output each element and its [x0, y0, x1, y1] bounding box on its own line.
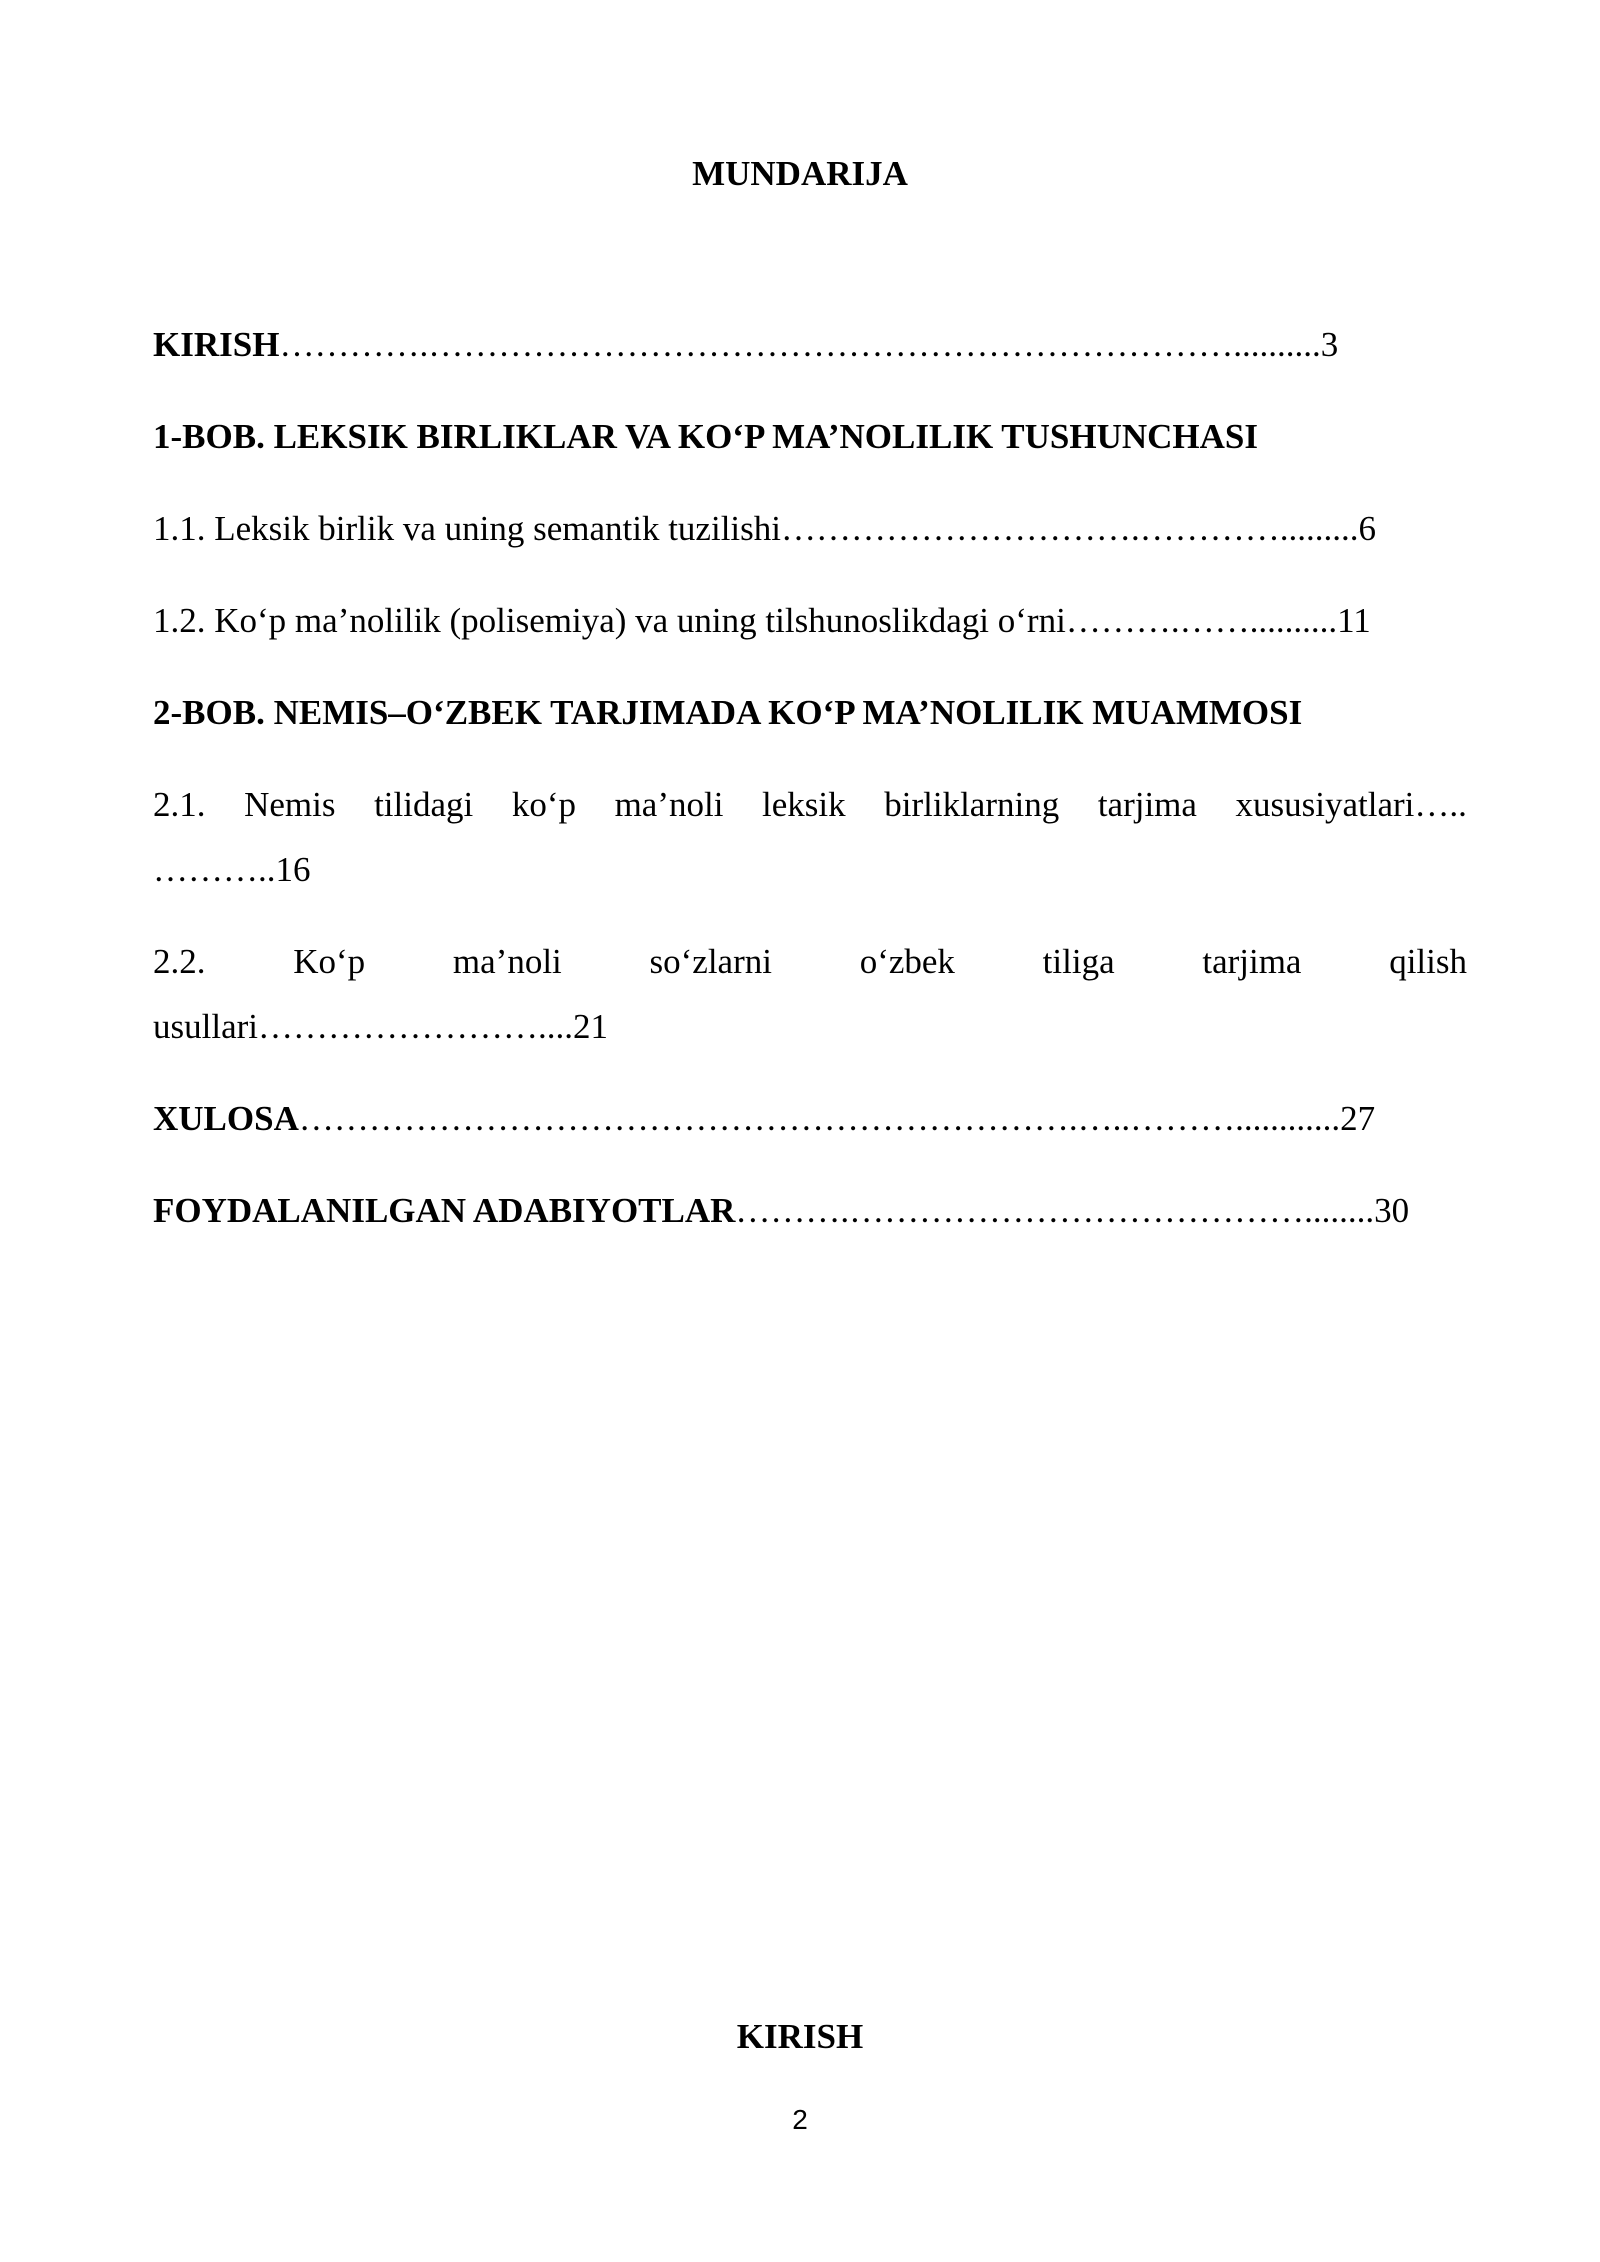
toc-word: ma’noli	[452, 942, 562, 981]
toc-word: Nemis	[244, 785, 336, 824]
toc-entry-continuation: usullari……………………....21	[153, 1007, 608, 1046]
toc-word: tilidagi	[374, 785, 474, 824]
section-heading-kirish: KIRISH	[736, 2017, 864, 2056]
toc-word: xususiyatlari…..	[1235, 785, 1467, 824]
toc-entry-section-1-1[interactable]	[153, 509, 1376, 549]
toc-page-number: 11	[1337, 601, 1371, 640]
toc-word: 2.2.	[153, 942, 206, 981]
toc-word: tarjima	[1097, 785, 1197, 824]
toc-word: 2.1.	[153, 785, 206, 824]
toc-page-number: 6	[1358, 509, 1376, 548]
toc-leader-dots: ………………………………………………………….…..………............	[298, 1099, 1341, 1138]
toc-entry-section-1-2[interactable]	[153, 601, 1371, 641]
toc-entry-line	[153, 942, 1467, 982]
toc-page-number: 27	[1340, 1099, 1376, 1138]
toc-word: o‘zbek	[859, 942, 955, 981]
toc-entry-label: FOYDALANILGAN ADABIYOTLAR	[153, 1191, 736, 1230]
toc-title: MUNDARIJA	[692, 154, 908, 193]
toc-entry-label: 2-BOB. NEMIS–O‘ZBEK TARJIMADA KO‘P MA’NOLILIK MUAMMOSI	[153, 693, 1303, 732]
toc-entry-label: 1.2. Ko‘p ma’nolilik (polisemiya) va uning tilshunoslikdagi o‘rni	[153, 601, 1066, 640]
toc-word: ko‘p	[511, 785, 576, 824]
toc-word: tiliga	[1042, 942, 1115, 981]
toc-entry-line	[153, 785, 1467, 825]
toc-leader-dots: ……….……..........	[1065, 601, 1338, 640]
toc-word: tarjima	[1202, 942, 1302, 981]
toc-entry-continuation: ………..16	[153, 850, 311, 889]
toc-entry-references[interactable]	[153, 1191, 1409, 1231]
toc-word: qilish	[1389, 942, 1467, 981]
toc-entry-xulosa[interactable]	[153, 1099, 1375, 1139]
toc-word: so‘zlarni	[649, 942, 772, 981]
toc-entry-label: KIRISH	[153, 325, 280, 364]
toc-leader-dots: ………………………….………….........	[780, 509, 1359, 548]
toc-page-number: 30	[1374, 1191, 1410, 1230]
toc-word: leksik	[762, 785, 846, 824]
toc-entry-kirish[interactable]	[153, 325, 1338, 365]
page-number: 2	[792, 2104, 808, 2135]
toc-entry-label: XULOSA	[153, 1099, 299, 1138]
toc-word: ma’noli	[614, 785, 724, 824]
toc-leader-dots: ………….……………………………………………………………..........	[279, 325, 1321, 364]
toc-page-number: 3	[1320, 325, 1339, 364]
toc-word: birliklarning	[884, 785, 1060, 824]
toc-word: Ko‘p	[293, 942, 366, 981]
toc-entry-label: 1.1. Leksik birlik va uning semantik tuzilishi	[153, 509, 781, 548]
toc-entry-label: 1-BOB. LEKSIK BIRLIKLAR VA KO‘P MA’NOLILIK TUSHUNCHASI	[153, 417, 1259, 456]
toc-entry-chapter-1[interactable]	[153, 417, 1258, 457]
toc-entry-chapter-2[interactable]	[153, 693, 1302, 733]
toc-leader-dots: ……….…………………………………........	[735, 1191, 1375, 1230]
